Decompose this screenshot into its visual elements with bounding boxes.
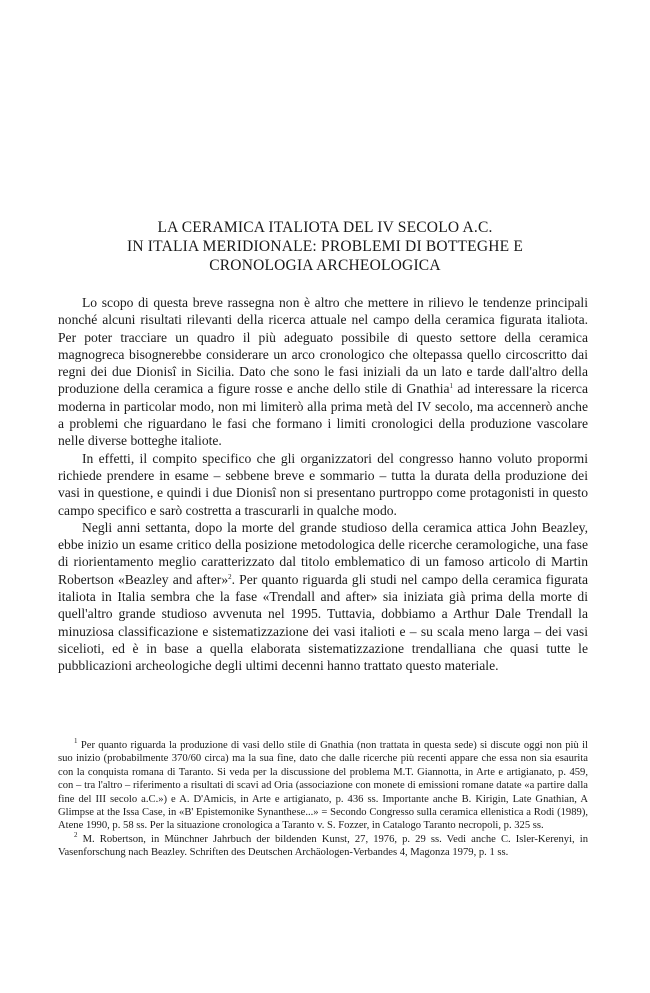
paragraph-1-text-a: Lo scopo di questa breve rassegna non è altro che mettere in rilievo le tendenze principali nonché alcuni risultati rilevanti della ricerca attuale nel campo della ceramica figurata italiota. Per poter tracciare un quadro il più adeguato possibile di questo settore della ceramica magnogreca bisognerebbe considerare un arco cronologico che oltepassa quello circoscritto dai regni dei due Dionisî in Sicilia. Dato che sono le fasi iniziali da un lato e tarde dall'altro della produzione della ceramica a figure rosse e anche dello stile di Gnathia bbox=[58, 295, 588, 397]
title-line-2: IN ITALIA MERIDIONALE: PROBLEMI DI BOTTEGHE E bbox=[126, 238, 524, 255]
paragraph-3-text-a: Negli anni settanta, dopo la morte del grande studioso della ceramica attica John Beazley, ebbe inizio un esame critico della posizione metodologica delle ricerche ceramologiche, una fase di riorientamento meglio caratterizzato dal titolo emblematico di un famoso articolo di Martin Robertson «Beazley and after» bbox=[58, 519, 588, 587]
paragraph-3-text-b: . Per quanto riguarda gli studi nel campo della ceramica figurata italiota in Italia sembra che la fase «Trendall and after» sia iniziata già prima della morte di quell'altro grande studioso avvenuta nel 1995. Tuttavia, dobbiamo a Arthur Dale Trendall la minuziosa classificazione e sistematizzazione dei vasi italioti e – su scala meno larga – dei vasi sicelioti, ed è in base a quella elaborata sistematizzazione trendalliana che quasi tutte le pubblicazioni archeologiche degli ultimi decenni hanno trattato questo materiale. bbox=[58, 571, 588, 674]
title-line-1: LA CERAMICA ITALIOTA DEL IV SECOLO A.C. bbox=[157, 219, 493, 236]
footnote-text-1: Per quanto riguarda la produzione di vasi dello stile di Gnathia (non trattata in questa sede) si discute oggi non più il suo inizio (probabilmente 370/60 circa) ma la sua fine, dato che dalle ricerche più recenti appare che essa non sia esaurita con la conquista romana di Taranto. Si veda per la discussione del problema M.T. Giannotta, in Arte e artigianato, p. 459, con – tra l'altro – riferimento a risultati di scavi ad Oria (associazione con monete di emissioni romane datate «a partire dalla fine del III secolo a.C.») e A. D'Amicis, in Arte e artigianato, p. 436 ss. Importante anche B. Kirigin, Late Gnathian, A Glimpse at the Issa Case, in «Β' Epistemonike Synanthese...» = Secondo Congresso sulla ceramica ellenistica a Rodi (1989), Atene 1990, p. 58 ss. Per la situazione cronologica a Taranto v. S. Fozzer, in Catalogo Taranto necropoli, p. 325 ss. bbox=[58, 740, 588, 832]
footnote-number-1: 1 bbox=[74, 737, 78, 745]
paragraph-1-text-b: ad interessare la ricerca moderna in particolar modo, non mi limiterò alla prima metà del IV secolo, ma accennerò anche a problemi che riguardano le fasi che formano i limiti cronologici della produzione vascolare nelle diverse botteghe italiote. bbox=[58, 381, 588, 449]
footnotes bbox=[58, 739, 588, 860]
paragraph-2-text-a: In effetti, il compito specifico che gli organizzatori del congresso hanno voluto propormi richiede prendere in esame – sebbene breve e sommario – tutta la durata della produzione dei vasi in questione, e quindi i due Dionisî non si presentano purtroppo come protagonisti in questo campo specifico e sarò costretta a trascurarli in qualche modo. bbox=[58, 450, 588, 518]
footnote-text-2: M. Robertson, in Münchner Jahrbuch der bildenden Kunst, 27, 1976, p. 29 ss. Vedi anche C. Isler-Kerenyi, in Vasenforschung nach Beazley. Schriften des Deutschen Archäologen-Verbandes 4, Magonza 1979, p. 1 ss. bbox=[58, 833, 588, 859]
paragraph-1 bbox=[58, 294, 588, 450]
article-title bbox=[0, 218, 650, 275]
title-line-3: CRONOLOGIA ARCHEOLOGICA bbox=[209, 257, 441, 274]
paragraph-3 bbox=[58, 519, 588, 675]
footnote-number-2: 2 bbox=[74, 830, 78, 839]
footnote-1 bbox=[58, 739, 588, 833]
paragraph-2 bbox=[58, 450, 588, 519]
footnote-2 bbox=[58, 830, 588, 860]
footnote-ref-1[interactable]: 1 bbox=[449, 382, 454, 391]
footnote-ref-2[interactable]: 2 bbox=[228, 572, 232, 581]
body-text bbox=[58, 294, 588, 675]
